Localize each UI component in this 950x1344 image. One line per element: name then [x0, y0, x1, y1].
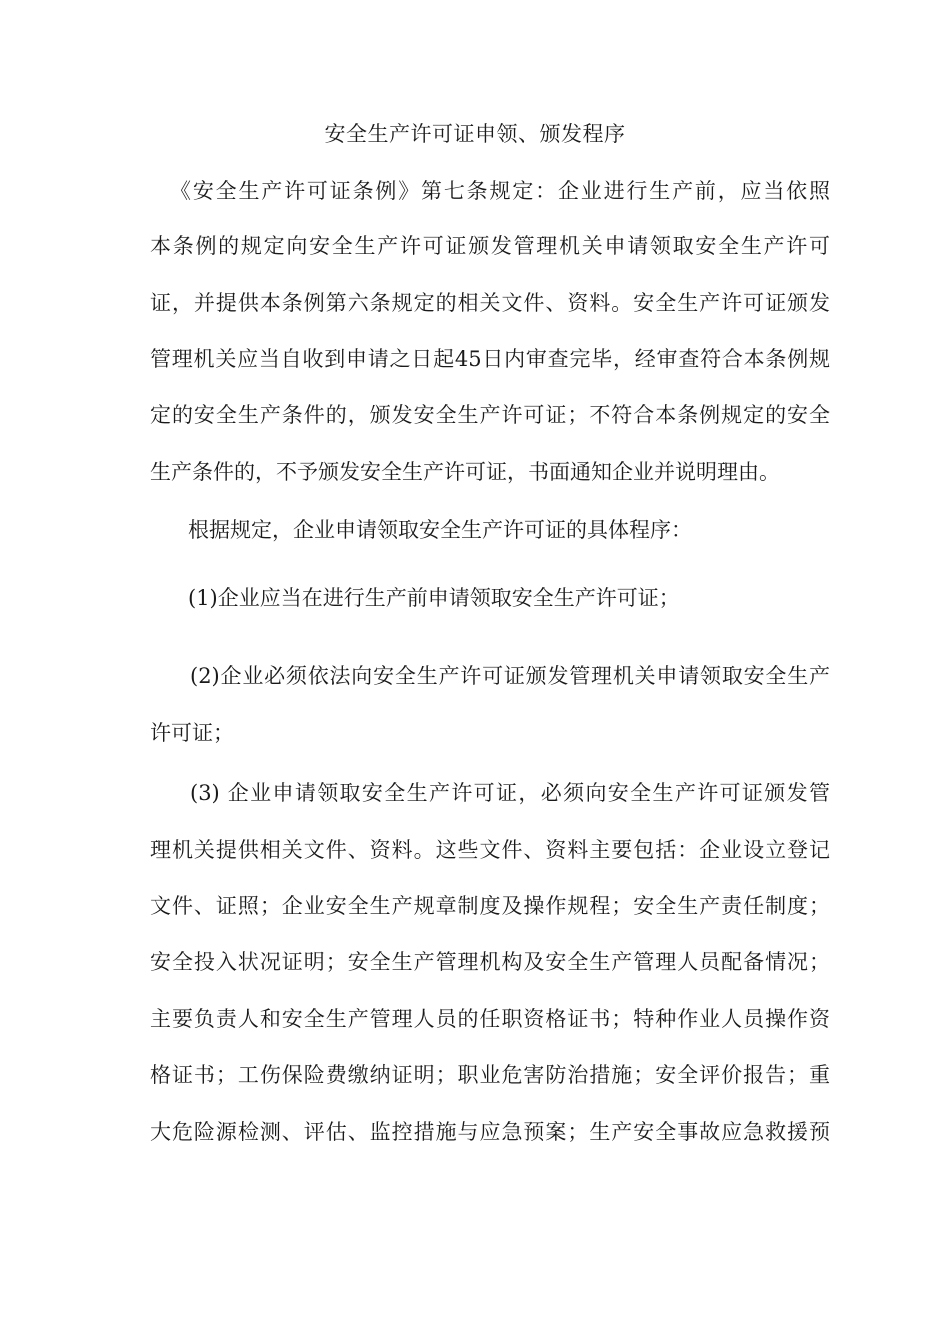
paragraph-line: 《安全生产许可证条例》第七条规定：企业进行生产前，应当依照 [170, 179, 830, 203]
paragraph-line: 证，并提供本条例第六条规定的相关文件、资料。安全生产许可证颁发 [150, 291, 830, 315]
list-item-3-continuation: 格证书；工伤保险费缴纳证明；职业危害防治措施；安全评价报告；重 [150, 1063, 830, 1087]
list-item-3-continuation: 理机关提供相关文件、资料。这些文件、资料主要包括：企业设立登记 [150, 838, 830, 862]
list-item-3-continuation: 主要负责人和安全生产管理人员的任职资格证书；特种作业人员操作资 [150, 1007, 830, 1031]
list-item-3-continuation: 大危险源检测、评估、监控措施与应急预案；生产安全事故应急救援预 [150, 1120, 830, 1144]
list-item-3-continuation: 安全投入状况证明；安全生产管理机构及安全生产管理人员配备情况； [150, 950, 830, 974]
paragraph-line: 本条例的规定向安全生产许可证颁发管理机关申请领取安全生产许可 [150, 234, 830, 258]
list-item-2-continuation: 许可证； [150, 721, 234, 745]
paragraph-line: 根据规定，企业申请领取安全生产许可证的具体程序： [188, 518, 692, 542]
document-title: 安全生产许可证申领、颁发程序 [324, 122, 626, 146]
list-item-2: (2)企业必须依法向安全生产许可证颁发管理机关申请领取安全生产 [190, 664, 830, 688]
list-item-3: (3) 企业申请领取安全生产许可证，必须向安全生产许可证颁发管 [190, 781, 830, 805]
paragraph-line: 管理机关应当自收到申请之日起45日内审查完毕，经审查符合本条例规 [150, 347, 830, 371]
list-item-1: (1)企业应当在进行生产前申请领取安全生产许可证； [188, 586, 680, 610]
paragraph-line: 定的安全生产条件的，颁发安全生产许可证；不符合本条例规定的安全 [150, 403, 830, 427]
paragraph-line: 生产条件的，不予颁发安全生产许可证，书面通知企业并说明理由。 [150, 460, 780, 484]
list-item-3-continuation: 文件、证照；企业安全生产规章制度及操作规程；安全生产责任制度； [150, 894, 830, 918]
